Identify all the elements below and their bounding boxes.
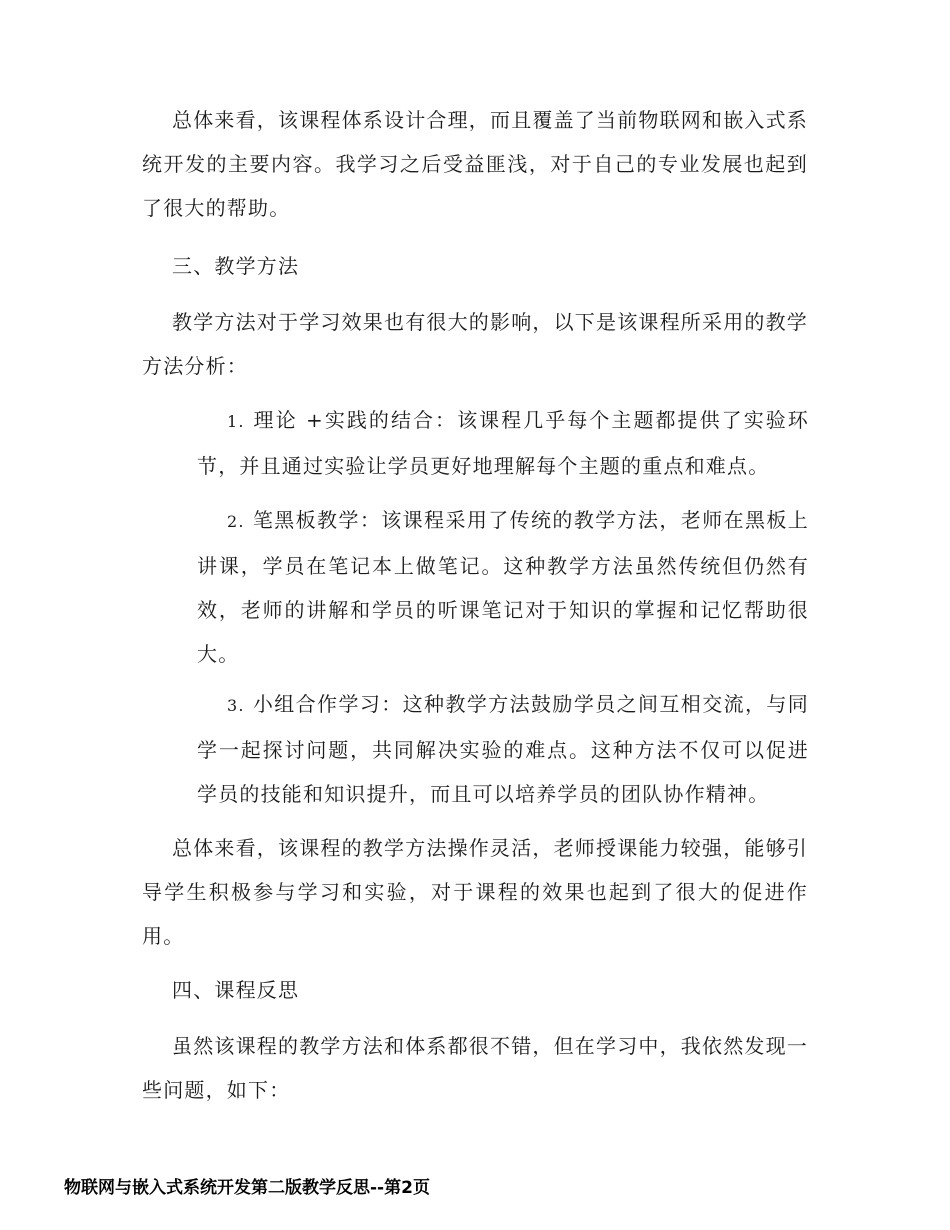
summary-paragraph-2: 总体来看，该课程的教学方法操作灵活，老师授课能力较强，能够引导学生积极参与学习和实验，对于课程的效果也起到了很大的促进作用。: [142, 836, 808, 948]
method-item-1: [197, 398, 809, 488]
section-4-intro: 虽然该课程的教学方法和体系都很不错，但在学习中，我依然发现一些问题，如下：: [142, 1034, 808, 1102]
method-item-2: [197, 498, 809, 676]
page-footer: 物联网与嵌入式系统开发第二版教学反思--第2页: [64, 1178, 430, 1198]
section-3-heading: 三、教学方法: [172, 254, 300, 278]
method-item-1-text: 理论 +实践的结合：该课程几乎每个主题都提供了实验环节，并且通过实验让学员更好地理解每个主题的重点和难点。: [197, 408, 809, 478]
method-item-3-text: 小组合作学习：这种教学方法鼓励学员之间互相交流，与同学一起探讨问题，共同解决实验的难点。这种方法不仅可以促进学员的技能和知识提升，而且可以培养学员的团队协作精神。: [197, 692, 809, 806]
method-item-1-number: 1.: [227, 412, 245, 431]
method-item-2-text: 笔黑板教学：该课程采用了传统的教学方法，老师在黑板上讲课，学员在笔记本上做笔记。这种教学方法虽然传统但仍然有效，老师的讲解和学员的听课笔记对于知识的掌握和记忆帮助很大。: [197, 508, 809, 666]
section-4-heading: 四、课程反思: [172, 978, 300, 1002]
summary-paragraph-1: 总体来看，该课程体系设计合理，而且覆盖了当前物联网和嵌入式系统开发的主要内容。我学习之后受益匪浅，对于自己的专业发展也起到了很大的帮助。: [142, 108, 808, 220]
method-item-3-number: 3.: [227, 696, 245, 715]
section-3-intro: 教学方法对于学习效果也有很大的影响，以下是该课程所采用的教学方法分析：: [142, 310, 808, 378]
method-item-2-number: 2.: [227, 512, 245, 531]
method-item-3: [197, 682, 809, 816]
